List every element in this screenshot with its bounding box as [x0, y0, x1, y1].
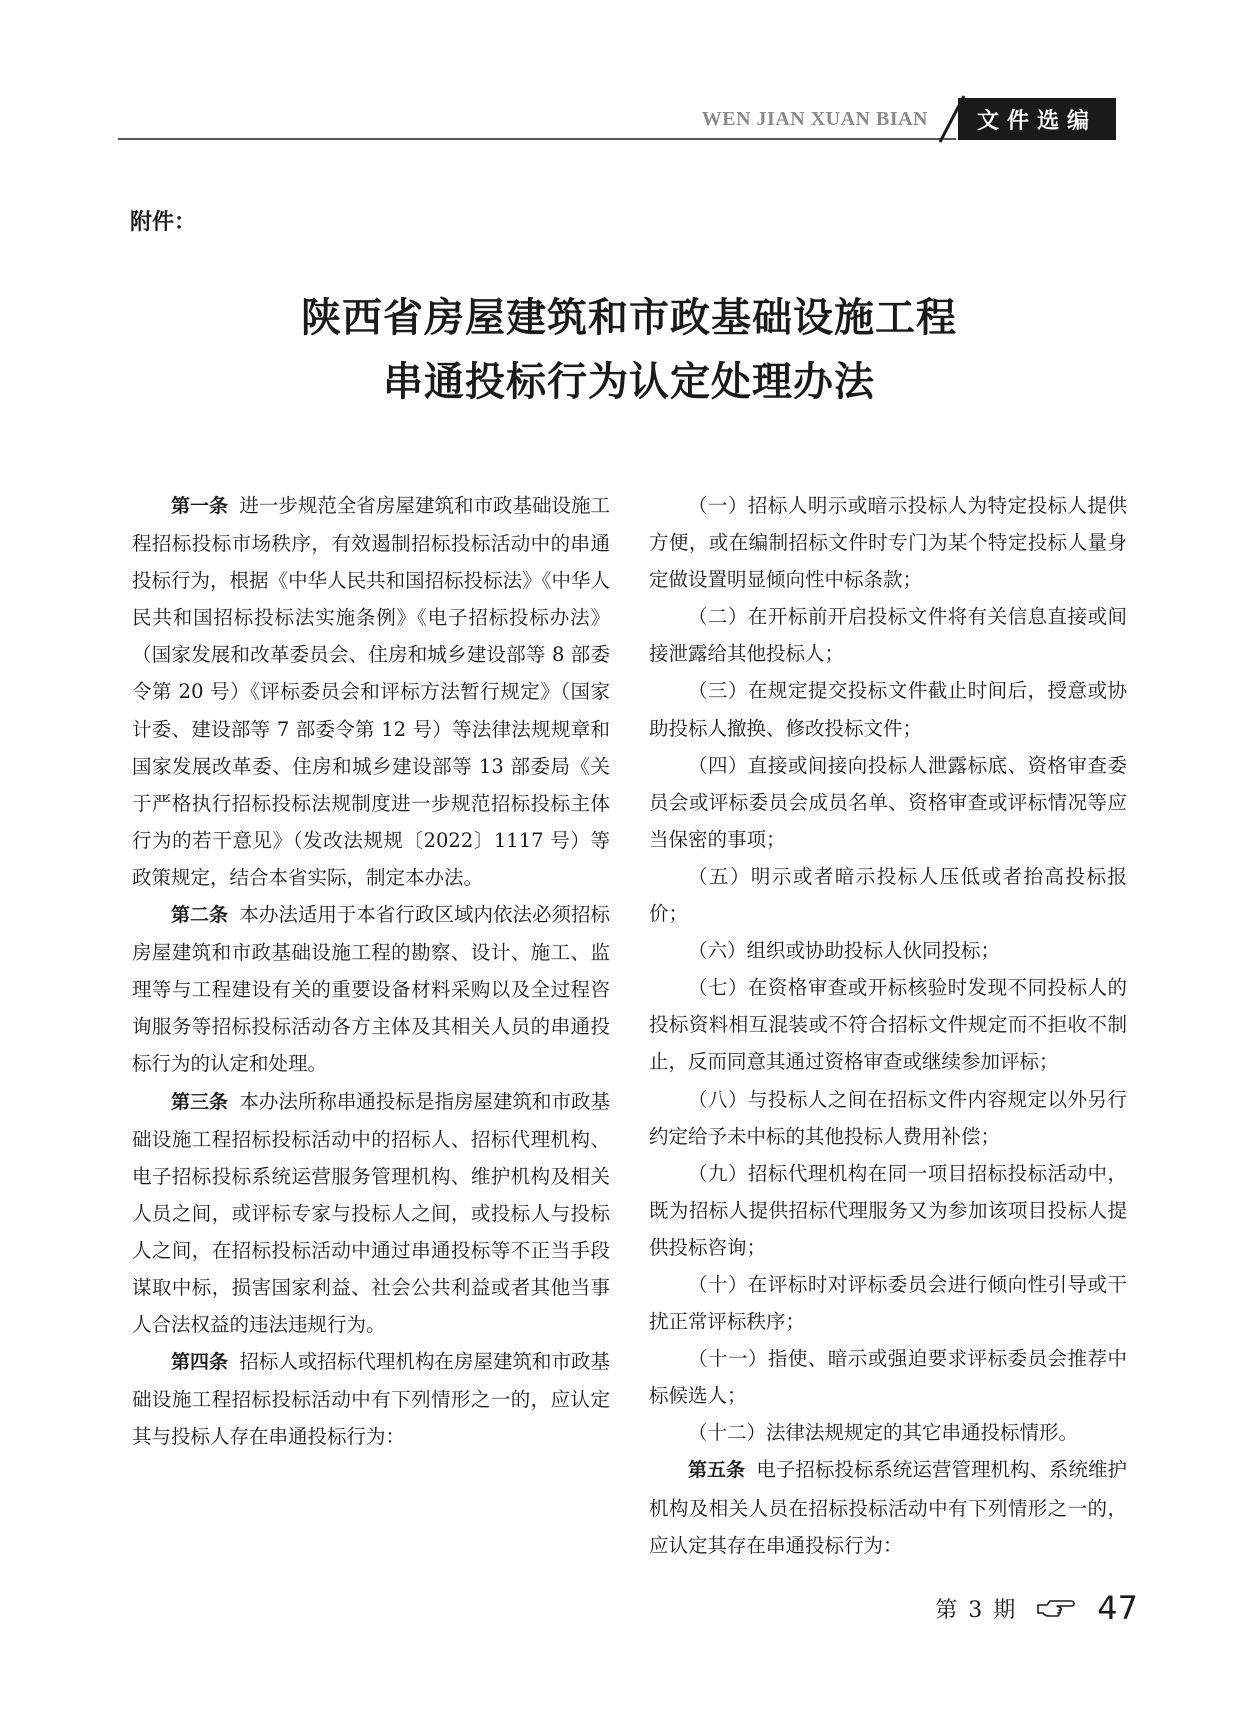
list-item: （八）与投标人之间在招标文件内容规定以外另行约定给予未中标的其他投标人费用补偿；: [649, 1087, 1127, 1148]
section-badge: 文件选编: [958, 98, 1116, 140]
list-item: （十一）指使、暗示或强迫要求评标委员会推荐中标候选人；: [649, 1347, 1127, 1408]
article-2-text: 本办法适用于本省行政区域内依法必须招标房屋建筑和市政基础设施工程的勘察、设计、施工、监理等与工程建设有关的重要设备材料采购以及全过程咨询服务等招标投标活动各方主体及其相关人员的串通投标行为的认定和处理。: [132, 903, 610, 1076]
list-item: （九）招标代理机构在同一项目招标投标活动中，既为招标人提供招标代理服务又为参加该项目投标人提供投标咨询；: [649, 1161, 1127, 1259]
list-item: （一）招标人明示或暗示投标人为特定投标人提供方便，或在编制招标文件时专门为某个特定投标人量身定做设置明显倾向性中标条款；: [649, 494, 1127, 592]
article-1: [132, 487, 610, 896]
article-5-text: 电子招标投标系统运营管理机构、系统维护机构及相关人员在招标投标活动中有下列情形之一的，应认定其存在串通投标行为：: [649, 1458, 1127, 1557]
article-2-label: 第二条: [171, 904, 229, 927]
running-header: [0, 92, 1258, 152]
list-item: （二）在开标前开启投标文件将有关信息直接或间接泄露给其他投标人；: [649, 605, 1127, 666]
title-line-1: 陕西省房屋建筑和市政基础设施工程: [301, 294, 957, 341]
article-1-text: 进一步规范全省房屋建筑和市政基础设施工程招标投标市场秩序，有效遏制招标投标活动中的串通投标行为，根据《中华人民共和国招标投标法》《中华人民共和国招标投标法实施条例》《电子招标投标办法》（国家发展和改革委员会、住房和城乡建设部等 8 部委令第 20 号）《评标委员会和评标方法暂行规定》（国家计委、建设部等 7 部委令第 12 号）等法律法规规章和国家发展改革委、住房和城乡建设部等 13 部委局《关于严格执行招标投标法规制度进一步规范招标投标主体行为的若干意见》（发改法规规〔2022〕1117 号）等政策规定，结合本省实际，制定本办法。: [132, 494, 610, 889]
list-item: （五）明示或者暗示投标人压低或者抬高投标报价；: [649, 864, 1127, 926]
pointing-hand-icon: [1035, 1596, 1075, 1620]
page-footer: [935, 1588, 1138, 1628]
list-item: （十）在评标时对评标委员会进行倾向性引导或干扰正常评标秩序；: [649, 1272, 1127, 1334]
right-column: [649, 487, 1127, 1564]
article-4-text: 招标人或招标代理机构在房屋建筑和市政基础设施工程招标投标活动中有下列情形之一的，应认定其与投标人存在串通投标行为：: [132, 1350, 610, 1449]
article-2: [132, 896, 610, 1082]
list-item: （七）在资格审查或开标核验时发现不同投标人的投标资料相互混装或不符合招标文件规定而不拒收不制止，反而同意其通过资格审查或继续参加评标；: [649, 976, 1127, 1074]
article-1-label: 第一条: [171, 495, 229, 517]
article-3-text: 本办法所称串通投标是指房屋建筑和市政基础设施工程招标投标活动中的招标人、招标代理机构、电子招标投标系统运营服务管理机构、维护机构及相关人员之间，或评标专家与投标人之间，或投标人与投标人之间，在招标投标活动中通过串通投标等不正当手段谋取中标，损害国家利益、社会公共利益或者其他当事人合法权益的违法违规行为。: [132, 1089, 610, 1337]
article-5-label: 第五条: [688, 1459, 746, 1482]
article-4: [132, 1343, 610, 1455]
list-item: （三）在规定提交投标文件截止时间后，授意或协助投标人撤换、修改投标文件；: [649, 679, 1127, 740]
document-title: [0, 286, 1258, 414]
left-column: [132, 487, 610, 1455]
page-number: 47: [1097, 1589, 1138, 1627]
issue-number: 第 3 期: [935, 1597, 1018, 1623]
header-latin-text: WEN JIAN XUAN BIAN: [701, 108, 928, 130]
list-item: （四）直接或间接向投标人泄露标底、资格审查委员会或评标委员会成员名单、资格审查或评标情况等应当保密的事项；: [649, 753, 1127, 851]
article-3-label: 第三条: [171, 1090, 229, 1113]
article-4-label: 第四条: [171, 1351, 229, 1374]
article-5: [649, 1451, 1127, 1563]
title-line-2: 串通投标行为认定处理办法: [383, 358, 875, 405]
list-item: （六）组织或协助投标人伙同投标；: [688, 939, 1001, 963]
article-3: [132, 1083, 610, 1344]
list-item: （十二）法律法规规定的其它串通投标情形。: [688, 1421, 1079, 1445]
attachment-label: 附件：: [130, 210, 197, 235]
header-rule: [118, 138, 956, 140]
